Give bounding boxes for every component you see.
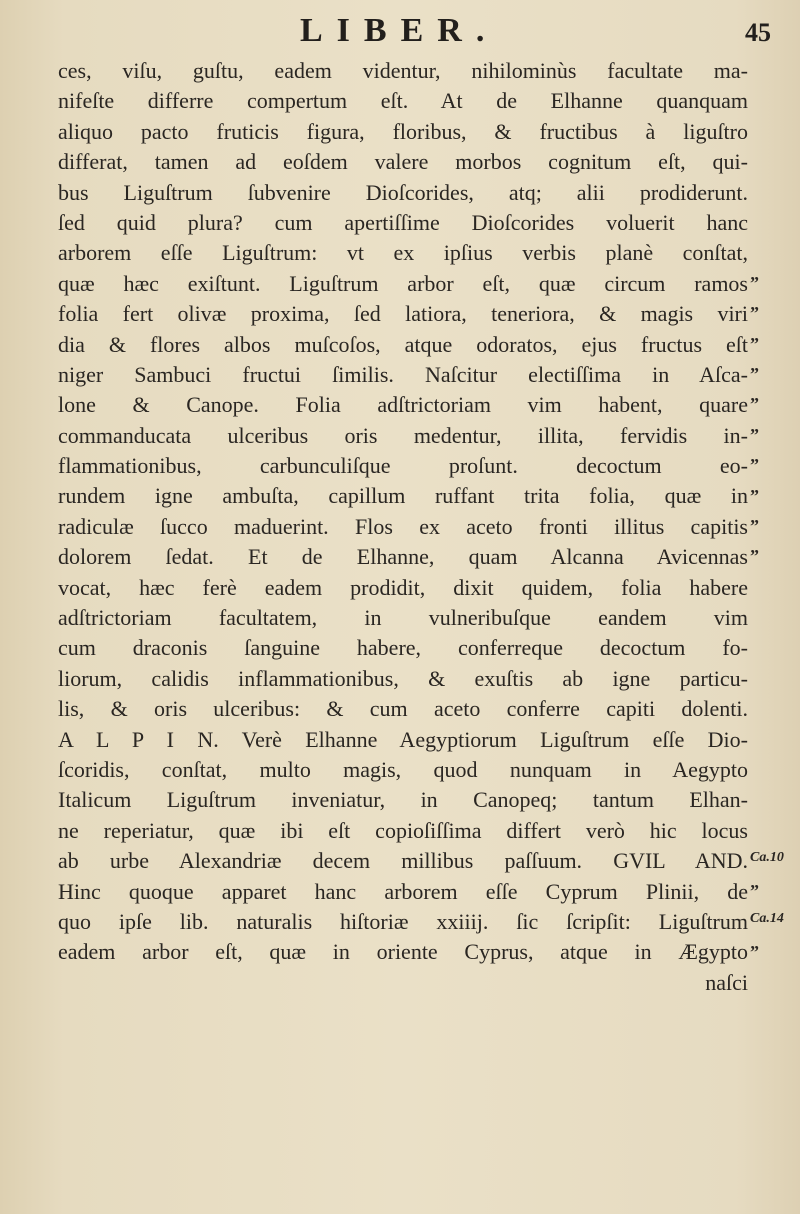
text-line: Hinc quoque apparet hanc arborem eſſe Cyprum Plinii, de	[58, 878, 748, 904]
text-line: lis, & oris ulceribus: & cum aceto conferre capiti dolenti.	[58, 696, 748, 722]
text-line: vocat, hæc ferè eadem prodidit, dixit quidem, folia habere	[58, 574, 748, 600]
body-text	[58, 56, 748, 998]
text-line: ſed quid plura? cum apertiſſime Dioſcorides voluerit hanc	[58, 209, 748, 235]
text-line: folia fert olivæ proxima, ſed latiora, teneriora, & magis viri	[58, 301, 748, 327]
marginal-quote-mark: ”	[750, 424, 759, 445]
marginal-quote-mark: ”	[750, 394, 759, 415]
text-line: bus Liguſtrum ſubvenire Dioſcorides, atq; alii prodiderunt.	[58, 179, 748, 205]
marginal-quote-mark: ”	[750, 333, 759, 354]
text-line: dolorem ſedat. Et de Elhanne, quam Alcanna Avicennas	[58, 544, 748, 570]
text-line: flammationibus, carbunculiſque proſunt. decoctum eo-	[58, 453, 748, 479]
marginal-quote-mark: ”	[750, 303, 759, 324]
marginal-quote-mark: ”	[750, 880, 759, 901]
text-line: ne reperiatur, quæ ibi eſt copioſiſſima differt verò hic locus	[58, 817, 748, 843]
text-line: naſci	[705, 969, 748, 995]
marginal-quote-mark: ”	[750, 485, 759, 506]
text-line: differat, tamen ad eoſdem valere morbos cognitum eſt, qui-	[58, 149, 748, 175]
page-number: 45	[745, 18, 771, 47]
text-line: nifeſte differre compertum eſt. At de Elhanne quanquam	[58, 88, 748, 114]
marginal-quote-mark: ”	[750, 546, 759, 567]
text-line: rundem igne ambuſta, capillum ruffant trita folia, quæ in	[58, 483, 748, 509]
text-line: adſtrictoriam facultatem, in vulneribuſque eandem vim	[58, 605, 748, 631]
marginal-chapter-reference: Ca.10	[750, 850, 784, 866]
text-line: ces, viſu, guſtu, eadem videntur, nihilominùs facultate ma-	[58, 58, 748, 83]
marginal-chapter-reference: Ca.14	[750, 911, 784, 927]
text-line: cum draconis ſanguine habere, conferreque decoctum fo-	[58, 635, 748, 661]
text-line: ſcoridis, conſtat, multo magis, quod nunquam in Aegypto	[58, 756, 748, 782]
text-line: quæ hæc exiſtunt. Liguſtrum arbor eſt, quæ circum ramos	[58, 270, 748, 296]
marginal-quote-mark: ”	[750, 455, 759, 476]
text-line: radiculæ ſucco maduerint. Flos ex aceto fronti illitus capitis	[58, 513, 748, 539]
text-line: lone & Canope. Folia adſtrictoriam vim habent, quare	[58, 392, 748, 418]
marginal-quote-mark: ”	[750, 364, 759, 384]
text-line: quo ipſe lib. naturalis hiſtoriæ xxiiij. ſic ſcripſit: Liguſtrum	[58, 908, 748, 934]
text-line: A L P I N. Verè Elhanne Aegyptiorum Liguſtrum eſſe Dio-	[58, 726, 748, 752]
text-line: niger Sambuci fructui ſimilis. Naſcitur electiſſima in Aſca-	[58, 361, 748, 387]
text-line: ab urbe Alexandriæ decem millibus paſſuum. GVIL AND.	[58, 848, 748, 874]
running-title: LIBER.	[300, 12, 499, 49]
page-header	[0, 12, 800, 52]
marginal-quote-mark: ”	[750, 941, 759, 962]
text-line: eadem arbor eſt, quæ in oriente Cyprus, atque in Ægypto	[58, 939, 748, 965]
text-line: dia & flores albos muſcoſos, atque odoratos, ejus fructus eſt	[58, 331, 748, 357]
marginal-quote-mark: ”	[750, 516, 759, 536]
text-line: arborem eſſe Liguſtrum: vt ex ipſius verbis planè conſtat,	[58, 240, 748, 266]
text-line: Italicum Liguſtrum inveniatur, in Canopeq; tantum Elhan-	[58, 787, 748, 813]
marginal-quote-mark: ”	[750, 272, 759, 293]
text-line: commanducata ulceribus oris medentur, illita, fervidis in-	[58, 422, 748, 448]
text-line: liorum, calidis inflammationibus, & exuſtis ab igne particu-	[58, 665, 748, 691]
text-line: aliquo pacto fruticis figura, floribus, & fructibus à liguſtro	[58, 118, 748, 144]
